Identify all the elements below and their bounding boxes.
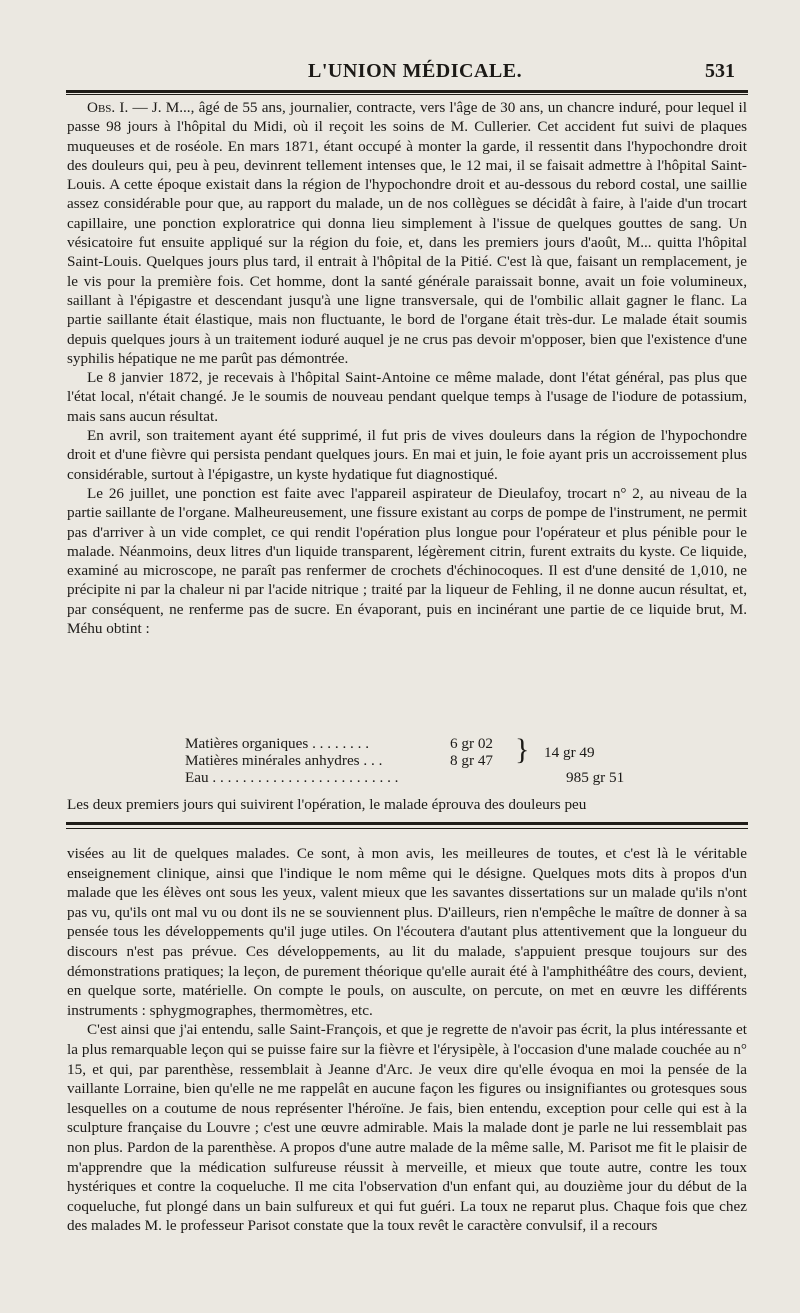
table-row [67, 735, 747, 752]
lower-section [67, 844, 747, 1236]
page-number: 531 [705, 60, 735, 82]
feuilleton-paragraph-2: C'est ainsi que j'ai entendu, salle Saint-François, et que je regrette de n'avoir pas écrit, la plus intéressante et la plus remarquable leçon qui se puisse faire sur la fièvre et l'érysipèle, à l'occasion d'une malade couchée au n° 15, et qui, par parenthèse, ressemblait à Jeanne d'Arc. Je veux dire qu'elle évoqua en moi la pensée de la vaillante Lorraine, bien qu'elle ne me rappelât en aucune façon les figures ou insignifiantes ou grotesques sous lesquelles on a coutume de nous représenter l'héroïne. Je fais, bien entendu, exception pour celle qui est à la sculpture française du Louvre ; c'est une œuvre admirable. Mais la malade dont je parle ne lui ressemblait pas non plus. Pardon de la parenthèse. A propos d'une autre malade de la même salle, M. Parisot me fit le plaisir de m'apprendre que la médication sulfureuse réussit à merveille, et mieux que toute autre, contre les toux hystériques et contre la coqueluche. Il me cita l'observation d'un enfant qui, au douzième jour du début de la coqueluche, fut plongé dans un bain sulfureux et qui fut guéri. La toux ne reparut plus. Chaque fois que chez des malades M. le professeur Parisot constate que la toux revêt le caractère convulsif, il a recours [67, 1021, 747, 1235]
subtotal-value: 14 gr 49 [544, 744, 595, 761]
paragraph-obs-1: — J. M..., âgé de 55 ans, journalier, contracte, vers l'âge de 30 ans, un chancre induré, pour lequel il passe 98 jours à l'hôpital du Midi, où il reçoit les soins de M. Cullerier. Cet accident fut suivi de plaques muqueuses et de roséole. En mars 1871, étant occupé à monter la garde, il ressentit dans l'hypochondre droit des douleurs qui, peu à peu, devinrent tellement intenses que, le 12 mai, il se faisait admettre à l'hôpital Saint-Louis. A cette époque existait dans la région de l'hypochondre droit et au-dessous du rebord costal, une saillie assez considérable pour que, au rapport du malade, un de nos collègues se décidât à faire, à l'aide d'un trocart capillaire, une ponction exploratrice qui donna lieu simplement à l'issue de quelques gouttes de sang. Un vésicatoire fut ensuite appliqué sur la région du foie, et, dans les premiers jours d'août, M... quitta l'hôpital Saint-Louis. Quelques jours plus tard, il entrait à l'hôpital de la Pitié. C'est là que, faisant un remplacement, je le vis pour la première fois. Cet homme, dont la santé générale paraissait bonne, avait un foie volumineux, saillant à l'épigastre et descendant jusqu'à une ligne transversale, qui de l'ombilic allait gagner le flanc. La partie saillante était élastique, mais non fluctuante, le bord de l'organe était très-dur. Le malade était soumis depuis quelques jours à un traitement ioduré auquel je ne crus pas devoir m'opposer, bien que l'existence d'une syphilis hépatique ne me parût pas démontrée. [67, 99, 747, 367]
page-header [0, 58, 800, 86]
row-label: Matières organiques . . . . . . . . [185, 735, 370, 752]
eau-value: 985 gr 51 [566, 769, 625, 786]
header-rule-thick [66, 90, 748, 93]
row-label: Matières minérales anhydres . . . [185, 752, 383, 769]
section-divider-thick [66, 822, 748, 825]
upper-section [67, 98, 747, 638]
section-divider-thin [66, 828, 748, 829]
observation-label: Obs. I. [87, 99, 129, 116]
paragraph-3: En avril, son traitement ayant été supprimé, il fut pris de vives douleurs dans la région de l'hypochondre droit et d'une fièvre qui persista pendant quelques jours. En mai et juin, le foie ayant pris un accroissement plus considérable, surtout à l'épigastre, un kyste hydatique fut diagnostiqué. [67, 427, 747, 483]
row-value: 8 gr 47 [450, 752, 494, 769]
brace-symbol: } [515, 733, 530, 766]
feuilleton-paragraph-1: visées au lit de quelques malades. Ce sont, à mon avis, les meilleures de toutes, et c'est là le véritable enseignement clinique, ainsi que l'indique le nom même qui le désigne. Quelques mots dits à propos d'un malade que les élèves ont sous les yeux, valent mieux que les savantes dissertations sur un malade qu'ils n'ont pas vu, qu'ils ont mal vu ou dont ils ne se souviennent plus. D'ailleurs, rien n'empêche le maître de donner à sa pensée tous les développements qu'il juge utiles. On l'écoutera d'autant plus attentivement que la longueur du discours n'est pas prévue. Ces développements, au lit du malade, s'appuient presque toujours sur des démonstrations pratiques; la leçon, de purement théorique qu'elle aurait été à l'amphithéâtre des cours, devient, en quelque sorte, matérielle. On compte le pouls, on ausculte, on percute, on met en œuvre les différents instruments : sphygmographes, thermomètres, etc. [67, 845, 747, 1019]
table-row [67, 752, 747, 769]
running-title: L'UNION MÉDICALE. [308, 60, 523, 82]
header-rule-thin [66, 94, 748, 95]
paragraph-2: Le 8 janvier 1872, je recevais à l'hôpital Saint-Antoine ce même malade, dont l'état général, pas plus que l'état local, n'était changé. Je le soumis de nouveau pendant quelque temps à l'usage de l'iodure de potassium, mais sans aucun résultat. [67, 369, 747, 425]
row-value: 6 gr 02 [450, 735, 494, 752]
eau-label: Eau . . . . . . . . . . . . . . . . . . . . . . . . . [185, 769, 399, 786]
table-row [67, 769, 747, 786]
analysis-table [67, 735, 747, 786]
paragraph-4: Le 26 juillet, une ponction est faite avec l'appareil aspirateur de Dieulafoy, trocart n° 2, au niveau de la partie saillante de l'organe. Malheureusement, une fissure existant au corps de pompe de l'instrument, ne permit pas d'arriver à un vide complet, ce qui rendit l'opération plus longue pour l'opérateur et plus pénible pour le malade. Néanmoins, deux litres d'un liquide transparent, légèrement citrin, furent extraits du kyste. Ce liquide, examiné au microscope, ne paraît pas renfermer de crochets d'échinocoques. Il est d'une densité de 1,010, ne précipite ni par la chaleur ni par l'acide nitrique ; traité par la liqueur de Fehling, il ne donne aucun résultat, et, par conséquent, ne renferme pas de sucre. En évaporant, puis en incinérant une partie de ce liquide brut, M. Méhu obtint : [67, 484, 747, 638]
continuation-line: Les deux premiers jours qui suivirent l'opération, le malade éprouva des douleurs peu [67, 796, 587, 813]
